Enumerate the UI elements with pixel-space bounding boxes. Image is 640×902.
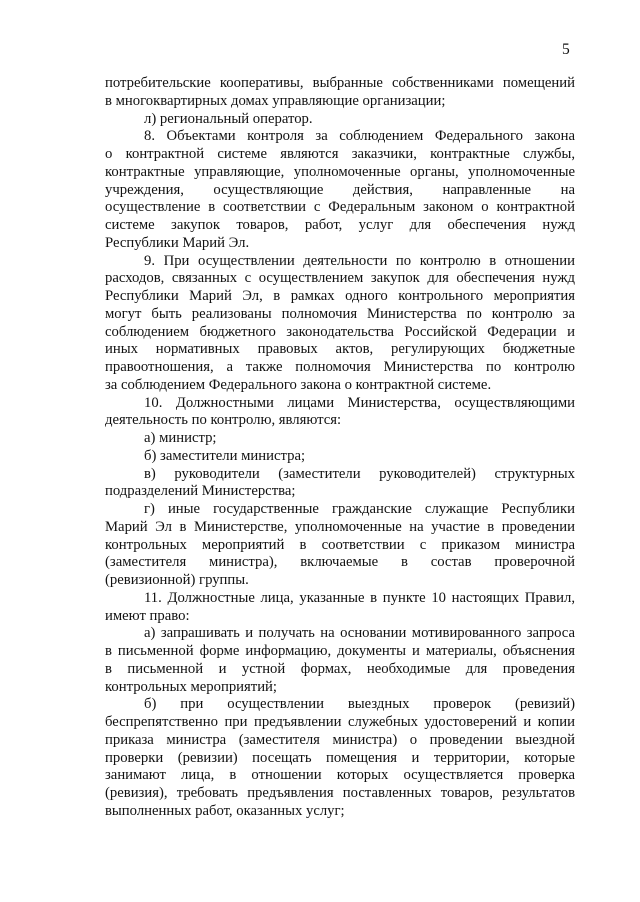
document-body bbox=[105, 75, 575, 821]
text-line: расходов, связанных с осуществлением закупок для обеспечения нужд bbox=[105, 270, 575, 287]
text-line: в многоквартирных домах управляющие организации; bbox=[105, 92, 446, 109]
text-line: контрольных мероприятий в соответствии с приказом министра bbox=[105, 536, 575, 553]
page-number: 5 bbox=[562, 41, 570, 58]
text-line: 11. Должностные лица, указанные в пункте 10 настоящих Правил, bbox=[144, 589, 575, 606]
text-line: иных нормативных правовых актов, регулирующих бюджетные bbox=[105, 341, 575, 358]
text-line: б) заместители министра; bbox=[144, 447, 306, 464]
text-line: о контрактной системе являются заказчики, контрактные службы, bbox=[105, 146, 575, 162]
text-line: 9. При осуществлении деятельности по контролю в отношении bbox=[144, 252, 575, 269]
text-line: потребительские кооперативы, выбранные собственниками помещений bbox=[105, 75, 575, 91]
text-line: могут быть реализованы полномочия Министерства по контролю за bbox=[105, 305, 575, 322]
text-line: системе закупок товаров, работ, услуг для обеспечения нужд bbox=[105, 217, 575, 233]
text-line: имеют право: bbox=[105, 607, 190, 624]
text-line: г) иные государственные гражданские служащие Республики bbox=[144, 501, 575, 517]
text-line: а) запрашивать и получать на основании мотивированного запроса bbox=[144, 625, 575, 642]
text-line: занимают лица, в отношении которых осуществляется проверка bbox=[105, 767, 575, 784]
text-line: подразделений Министерства; bbox=[105, 483, 296, 500]
text-line: проверки (ревизии) посещать помещения и территории, которые bbox=[105, 749, 575, 766]
text-line: в) руководители (заместители руководителей) структурных bbox=[144, 465, 575, 482]
text-line: в письменной и устной формах, необходимые для проведения bbox=[105, 660, 575, 677]
text-line: а) министр; bbox=[144, 430, 217, 446]
text-line: 8. Объектами контроля за соблюдением Федерального закона bbox=[144, 128, 575, 145]
text-line: правоотношения, а также полномочия Министерства по контролю bbox=[105, 359, 575, 375]
text-line: Республики Марий Эл. bbox=[105, 234, 250, 251]
text-line: Марий Эл в Министерстве, уполномоченные на участие в проведении bbox=[105, 518, 575, 535]
text-line: Республики Марий Эл, в рамках одного контрольного мероприятия bbox=[105, 288, 575, 304]
text-line: беспрепятственно при предъявлении служебных удостоверений и копии bbox=[105, 714, 575, 730]
text-line: выполненных работ, оказанных услуг; bbox=[105, 802, 345, 819]
text-line: соблюдением бюджетного законодательства Российской Федерации и bbox=[105, 323, 575, 340]
text-line: л) региональный оператор. bbox=[144, 110, 313, 127]
text-line: в письменной форме информацию, документы и материалы, объяснения bbox=[105, 643, 575, 659]
text-line: осуществление в соответствии с Федеральным законом о контрактной bbox=[105, 199, 575, 216]
text-line: деятельность по контролю, являются: bbox=[105, 412, 342, 429]
text-line: (ревизионной) группы. bbox=[105, 572, 249, 588]
text-line: контрактные управляющие, уполномоченные органы, уполномоченные bbox=[105, 163, 575, 180]
text-line: приказа министра (заместителя министра) о проведении выездной bbox=[105, 731, 575, 748]
text-line: учреждения, осуществляющие действия, направленные на bbox=[105, 181, 575, 198]
text-line: контрольных мероприятий; bbox=[105, 678, 277, 695]
text-line: 10. Должностными лицами Министерства, осуществляющими bbox=[144, 394, 575, 411]
text-line: (ревизия), требовать предъявления поставленных товаров, результатов bbox=[105, 785, 575, 801]
text-line: б) при осуществлении выездных проверок (ревизий) bbox=[144, 696, 575, 713]
text-line: (заместителя министра), включаемые в состав проверочной bbox=[105, 554, 575, 571]
text-line: за соблюдением Федерального закона о контрактной системе. bbox=[105, 376, 492, 393]
